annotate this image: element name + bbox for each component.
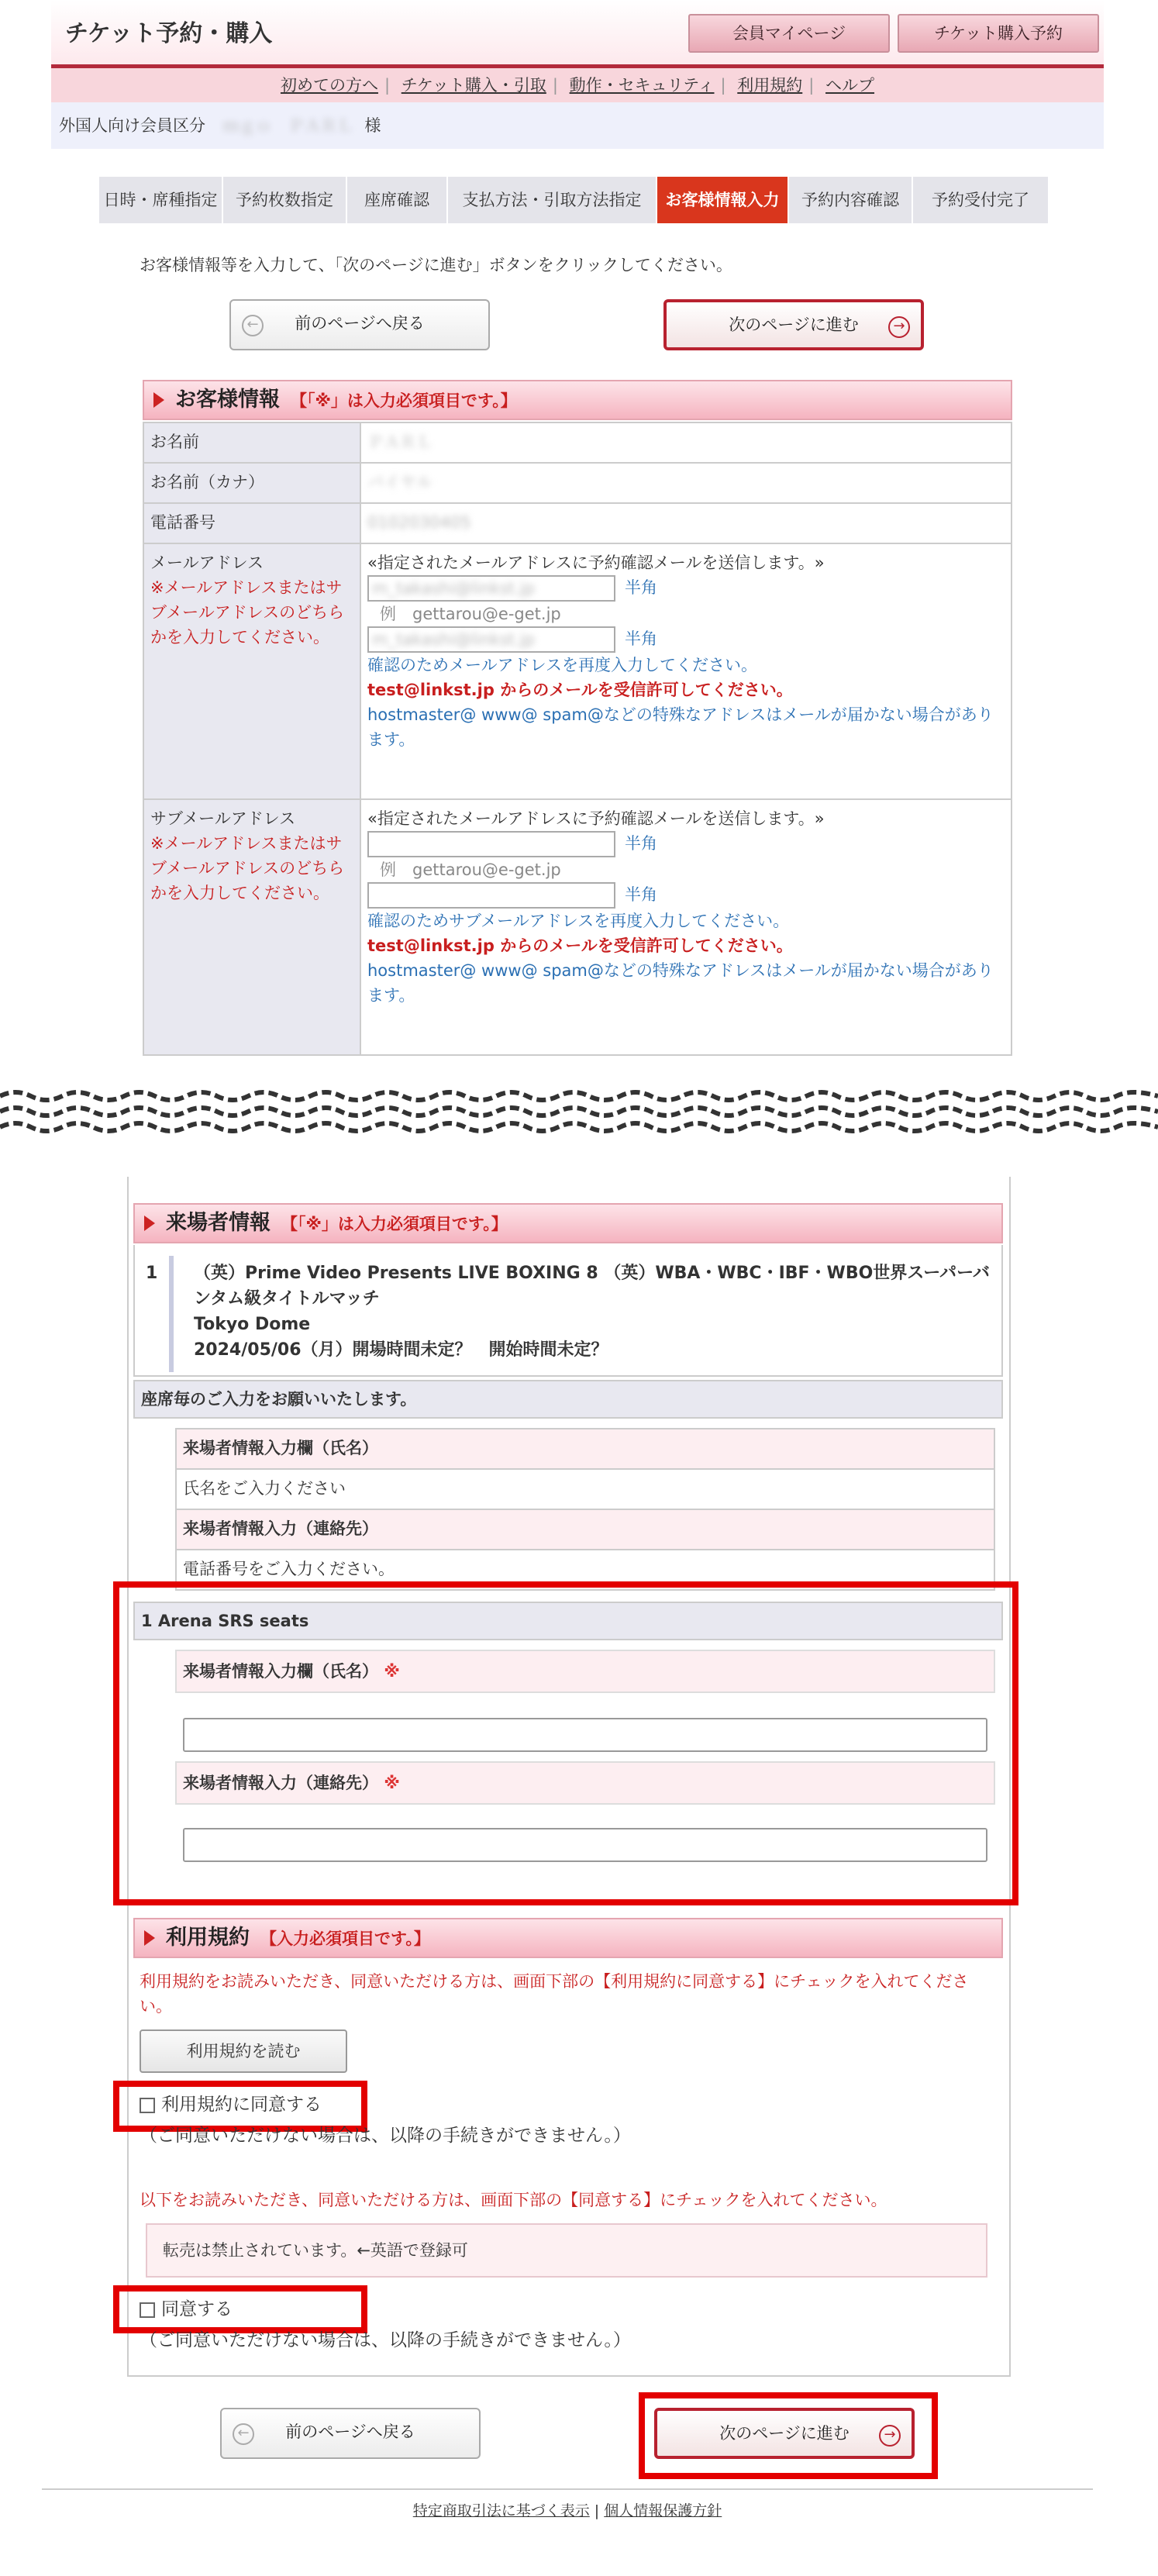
visitor-name-label: 来場者情報入力欄（氏名） ※: [175, 1650, 995, 1693]
kana-label: お名前（カナ）: [143, 463, 360, 503]
sub-confirm-note: 確認のためサブメールアドレスを再度入力してください。: [367, 912, 790, 930]
tel-value: 0102030405: [367, 513, 471, 532]
sub-allow-note: test@linkst.jp からのメールを受信許可してください。: [367, 936, 793, 955]
step-4: 支払方法・引取方法指定: [448, 177, 657, 223]
resale-instruction: 以下をお読みいただき、同意いただける方は、画面下部の【同意する】にチェックを入れてください。: [140, 2191, 887, 2209]
required-mark: ※: [384, 1662, 400, 1681]
page-title: チケット予約・購入: [65, 20, 273, 47]
footer: 特定商取引法に基づく表示 | 個人情報保護方針: [42, 2488, 1093, 2520]
footer-privacy-link[interactable]: 個人情報保護方針: [604, 2502, 722, 2519]
name-value: ＰＡＲＬ: [367, 433, 433, 451]
event-venue: Tokyo Dome: [194, 1315, 311, 1334]
sub-email-note: ※メールアドレスまたはサブメールアドレスのどちらかを入力してください。: [150, 834, 345, 902]
event-info: [133, 1245, 1003, 1377]
instruction-text: お客様情報等を入力して、「次のページに進む」ボタンをクリックしてください。: [140, 256, 732, 274]
resale-notice: 転売は禁止されています。←英語で登録可: [146, 2223, 987, 2278]
terms-header: 利用規約 【入力必須項目です。】: [133, 1918, 1003, 1958]
member-mypage-button[interactable]: 会員マイページ: [688, 14, 890, 53]
next-page-button[interactable]: 次のページに進む →: [663, 299, 924, 350]
top-nav: 初めての方へ | チケット購入・引取 | 動作・セキュリティ | 利用規約 | ヘルプ: [51, 68, 1104, 102]
nav-first-time[interactable]: 初めての方へ: [280, 76, 378, 95]
name-label: お名前: [143, 422, 360, 463]
visitor-contact-input[interactable]: [183, 1828, 987, 1862]
ticket-purchase-button[interactable]: チケット購入予約: [898, 14, 1099, 53]
step-5-current: お客様情報入力: [657, 177, 789, 223]
kana-value: パイヤル: [367, 473, 433, 491]
email-special-note: hostmaster@ www@ spam@などの特殊なアドレスはメールが届かない場合があります。: [367, 705, 994, 749]
visitor-name-input[interactable]: [183, 1718, 987, 1752]
email-example: 例 gettarou@e-get.jp: [380, 605, 561, 623]
prev-page-button[interactable]: ← 前のページへ戻る: [229, 299, 490, 350]
visitor-name-hint: 氏名をご入力ください: [176, 1469, 994, 1509]
email-confirm-note: 確認のためメールアドレスを再度入力してください。: [367, 656, 757, 674]
agree-resale-warning: （ご同意いただけない場合は、以降の手続きができません。）: [140, 2330, 631, 2350]
agree-resale-checkbox[interactable]: 同意する: [140, 2295, 233, 2320]
visitor-contact-label: 来場者情報入力（連絡先） ※: [175, 1761, 995, 1805]
sub-special-note: hostmaster@ www@ spam@などの特殊なアドレスはメールが届かない場合があります。: [367, 961, 994, 1005]
sub-email-label: サブメールアドレス: [150, 809, 296, 828]
email-allow-note: test@linkst.jp からのメールを受信許可してください。: [367, 681, 793, 699]
event-datetime: 2024/05/06（月）開場時間未定？ 開始時間未定？: [194, 1340, 608, 1360]
agree-terms-checkbox[interactable]: 利用規約に同意する: [140, 2090, 322, 2116]
prev-page-button-bottom[interactable]: ← 前のページへ戻る: [220, 2408, 481, 2459]
member-label: 外国人向け会員区分: [59, 116, 205, 135]
nav-security[interactable]: 動作・セキュリティ: [569, 76, 715, 95]
arrow-right-icon: →: [879, 2425, 901, 2447]
step-7: 予約受付完了: [913, 177, 1049, 223]
nav-help[interactable]: ヘルプ: [825, 76, 875, 95]
step-2: 予約枚数指定: [223, 177, 347, 223]
required-mark: ※: [384, 1774, 400, 1792]
sub-send-note: «指定されたメールアドレスに予約確認メールを送信します。»: [367, 809, 825, 828]
visitor-name-field-label: 来場者情報入力欄（氏名）: [176, 1429, 994, 1469]
event-number: 1: [146, 1264, 158, 1283]
checkbox-icon: [140, 2098, 155, 2113]
email-label: メールアドレス: [150, 553, 264, 572]
email-send-note: «指定されたメールアドレスに予約確認メールを送信します。»: [367, 553, 825, 572]
step-6: 予約内容確認: [789, 177, 913, 223]
customer-info-header: お客様情報 【「※」は入力必須項目です。】: [143, 380, 1012, 420]
terms-instruction: 利用規約をお読みいただき、同意いただける方は、画面下部の【利用規約に同意する】にチェックを入れてください。: [140, 1972, 969, 2016]
visitor-info-header: 来場者情報 【「※」は入力必須項目です。】: [133, 1203, 1003, 1243]
event-title: （英）Prime Video Presents LIVE BOXING 8 （英）WBA・WBC・IBF・WBO世界スーパーバンタム級タイトルマッチ: [194, 1264, 990, 1309]
per-seat-note: 座席毎のご入力をお願いいたします。: [133, 1380, 1003, 1419]
member-suffix: 様: [364, 116, 381, 135]
page-header: [51, 0, 1104, 68]
sub-email-example: 例 gettarou@e-get.jp: [380, 860, 561, 879]
checkbox-icon: [140, 2302, 155, 2318]
triangle-icon: [144, 1216, 155, 1231]
nav-ticket[interactable]: チケット購入・引取: [401, 76, 546, 95]
email-note: ※メールアドレスまたはサブメールアドレスのどちらかを入力してください。: [150, 578, 345, 647]
visitor-contact-field-label: 来場者情報入力（連絡先）: [176, 1509, 994, 1550]
seat-label: 1 Arena SRS seats: [133, 1602, 1003, 1640]
nav-terms[interactable]: 利用規約: [737, 76, 803, 95]
member-name: ｍｇｏ ＰＡＲＬ: [222, 116, 353, 135]
arrow-left-icon: ←: [242, 315, 264, 336]
wave-separator: [0, 1085, 1158, 1140]
sub-email-confirm-input[interactable]: [367, 882, 615, 909]
next-page-button-bottom[interactable]: 次のページに進む →: [654, 2408, 915, 2459]
triangle-icon: [144, 1930, 155, 1946]
read-terms-button[interactable]: 利用規約を読む: [140, 2029, 347, 2073]
progress-steps: [99, 177, 1049, 223]
step-1: 日時・席種指定: [99, 177, 223, 223]
email-confirm-input[interactable]: m_takashi@linkst.jp: [367, 626, 615, 653]
visitor-hint-table: [175, 1428, 995, 1591]
customer-info-table: お名前 ＰＡＲＬ お名前（カナ） パイヤル 電話番号 0102030405 メールアドレス ※メールアドレスまたはサブメールアドレスのどちらかを入力してください。 «指定されたメールアドレスに予約確認メールを送信します。» m_takashi@linkst.jp 半角 例 gettarou@e-get.jp m_takashi@linkst.jp 半角 確認のためメールアドレスを再度入力してください。 test@linkst.jp からのメールを受信許可してください。 hostmaster@ www@ spam@などの特殊なアドレスはメールが届かない場合があります。 サブメールアドレス ※メールアドレスまたはサブメールアドレスのどちらかを入力してください。 «指定されたメールアドレスに予約確認メールを送信します。» 半角 例 gettarou@e-get.jp 半角 確認のためサブメールアドレスを再度入力してください。 test@linkst.jp からのメールを受信許可してください。 hostmaster@ www@ spam@などの特殊なアドレスはメールが届かない場合があります。: [143, 422, 1012, 1056]
email-input[interactable]: m_takashi@linkst.jp: [367, 575, 615, 602]
sub-email-input[interactable]: [367, 831, 615, 857]
step-3: 座席確認: [347, 177, 448, 223]
triangle-icon: [153, 392, 164, 408]
member-bar: [51, 102, 1104, 149]
arrow-left-icon: ←: [233, 2423, 254, 2445]
visitor-contact-hint: 電話番号をご入力ください。: [176, 1550, 994, 1590]
agree-terms-warning: （ご同意いただけない場合は、以降の手続きができません。）: [140, 2126, 631, 2146]
tel-label: 電話番号: [143, 503, 360, 543]
footer-tokutei-link[interactable]: 特定商取引法に基づく表示: [412, 2502, 590, 2519]
arrow-right-icon: →: [888, 316, 910, 338]
